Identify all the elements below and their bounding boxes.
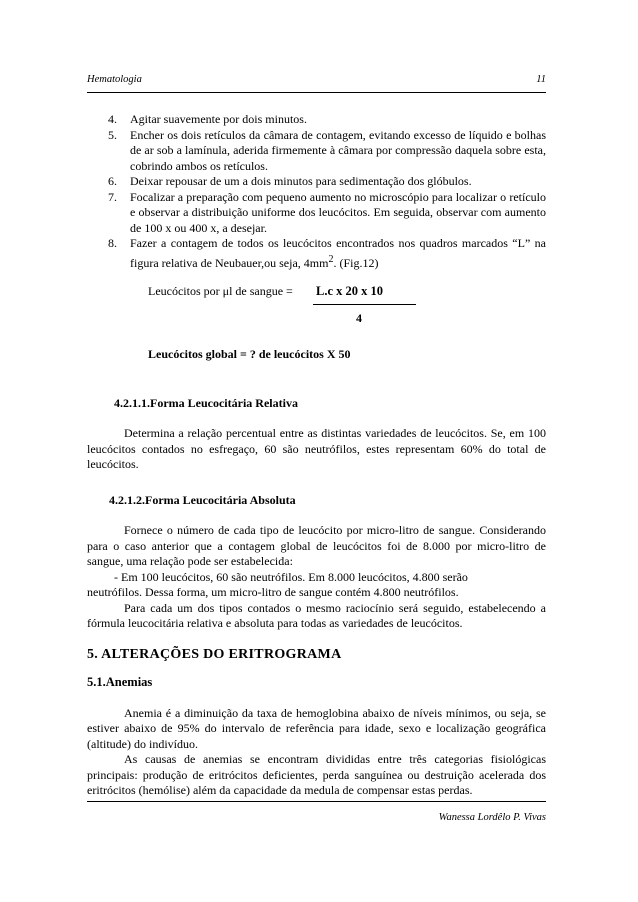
paragraph: Fornece o número de cada tipo de leucócito por micro-litro de sangue. Considerando para o caso anterior que a contagem global de leucócitos foi de 8.000 por micro-litro de sangue, uma relação pode ser estabelecida: — [87, 523, 546, 568]
chapter-heading: 5. ALTERAÇÕES DO ERITROGRAMA — [87, 646, 342, 662]
paragraph: Para cada um dos tipos contados o mesmo raciocínio será seguido, estabelecendo a fórmula leucocitária relativa e absoluta para todas as variedades de leucócitos. — [87, 600, 546, 630]
page-header — [87, 74, 546, 92]
list-item — [108, 189, 546, 237]
header-rule — [87, 92, 546, 93]
list-item — [108, 174, 546, 190]
formula-lhs: Leucócitos por μl de sangue = — [148, 284, 293, 298]
superscript: 2 — [328, 253, 334, 265]
step-text: Encher os dois retículos da câmara de contagem, evitando excesso de líquido e bolhas de ar sob a lamínula, aderida firmemente à câmara por compressão daquela sobre esta, cobrindo ambos os retículos. — [130, 127, 546, 173]
formula-numerator: L.c x 20 x 10 — [316, 284, 384, 298]
paragraph: Determina a relação percentual entre as distintas variedades de leucócitos. Se, em 100 leucócitos contados no esfregaço, 60 são neutrófilos, estes representam 60% do total de leucócitos. — [87, 426, 546, 471]
list-item — [108, 236, 546, 271]
step-number: 7. — [108, 189, 117, 204]
paragraph: Anemia é a diminuição da taxa de hemoglobina abaixo de níveis mínimos, ou seja, se estiver abaixo de 95% do intervalo de referência para idade, sexo e localização geográfica (altitude) do indivíduo. — [87, 705, 546, 751]
page-body — [87, 112, 546, 799]
example-line-cont: neutrófilos. Dessa forma, um micro-litro de sangue contém 4.800 neutrófilos. — [87, 585, 459, 599]
paragraph: As causas de anemias se encontram divididas entre três categorias fisiológicas principais: produção de eritrócitos deficientes, perda sanguínea ou destruição acelerada dos eritrócitos (hemólise) além da capacidade da medula de compensar estas perdas. — [87, 752, 546, 797]
formula-denominator: 4 — [356, 311, 362, 325]
step-text: Agitar suavemente por dois minutos. — [130, 112, 307, 126]
header-title: Hematologia — [87, 74, 142, 85]
list-item — [108, 112, 546, 128]
section-heading-relativa: 4.2.1.1.Forma Leucocitária Relativa — [114, 395, 298, 410]
leukocyte-formula — [87, 284, 546, 342]
subsection-heading: 5.1.Anemias — [87, 675, 153, 689]
step-text: Focalizar a preparação com pequeno aumento no microscópio para localizar o retículo e observar a distribuição uniforme dos leucócitos. Em seguida, observar com aumento de 100 x ou 400 x, a desejar. — [130, 189, 546, 235]
step-text: Deixar repousar de um a dois minutos para sedimentação dos glóbulos. — [130, 174, 472, 188]
footer-author: Wanessa Lordêlo P. Vivas — [438, 812, 546, 823]
footer-rule — [87, 801, 546, 802]
step-text-end: . (Fig.12) — [333, 255, 379, 270]
step-number: 4. — [108, 112, 117, 126]
global-formula: Leucócitos global = ? de leucócitos X 50 — [148, 347, 351, 361]
step-number: 6. — [108, 174, 117, 188]
page-number: 11 — [536, 74, 546, 85]
example-line: - Em 100 leucócitos, 60 são neutrófilos. Em 8.000 leucócitos, 4.800 serão — [114, 569, 468, 584]
list-item — [108, 127, 546, 175]
procedure-steps — [87, 112, 546, 271]
fraction-bar — [313, 304, 416, 305]
step-number: 8. — [108, 236, 117, 250]
section-heading-absoluta: 4.2.1.2.Forma Leucocitária Absoluta — [109, 492, 296, 507]
step-number: 5. — [108, 127, 117, 142]
step-text: Fazer a contagem de todos os leucócitos encontrados nos quadros marcados “L” na figura relativa de Neubauer,ou seja, 4mm — [130, 236, 546, 270]
